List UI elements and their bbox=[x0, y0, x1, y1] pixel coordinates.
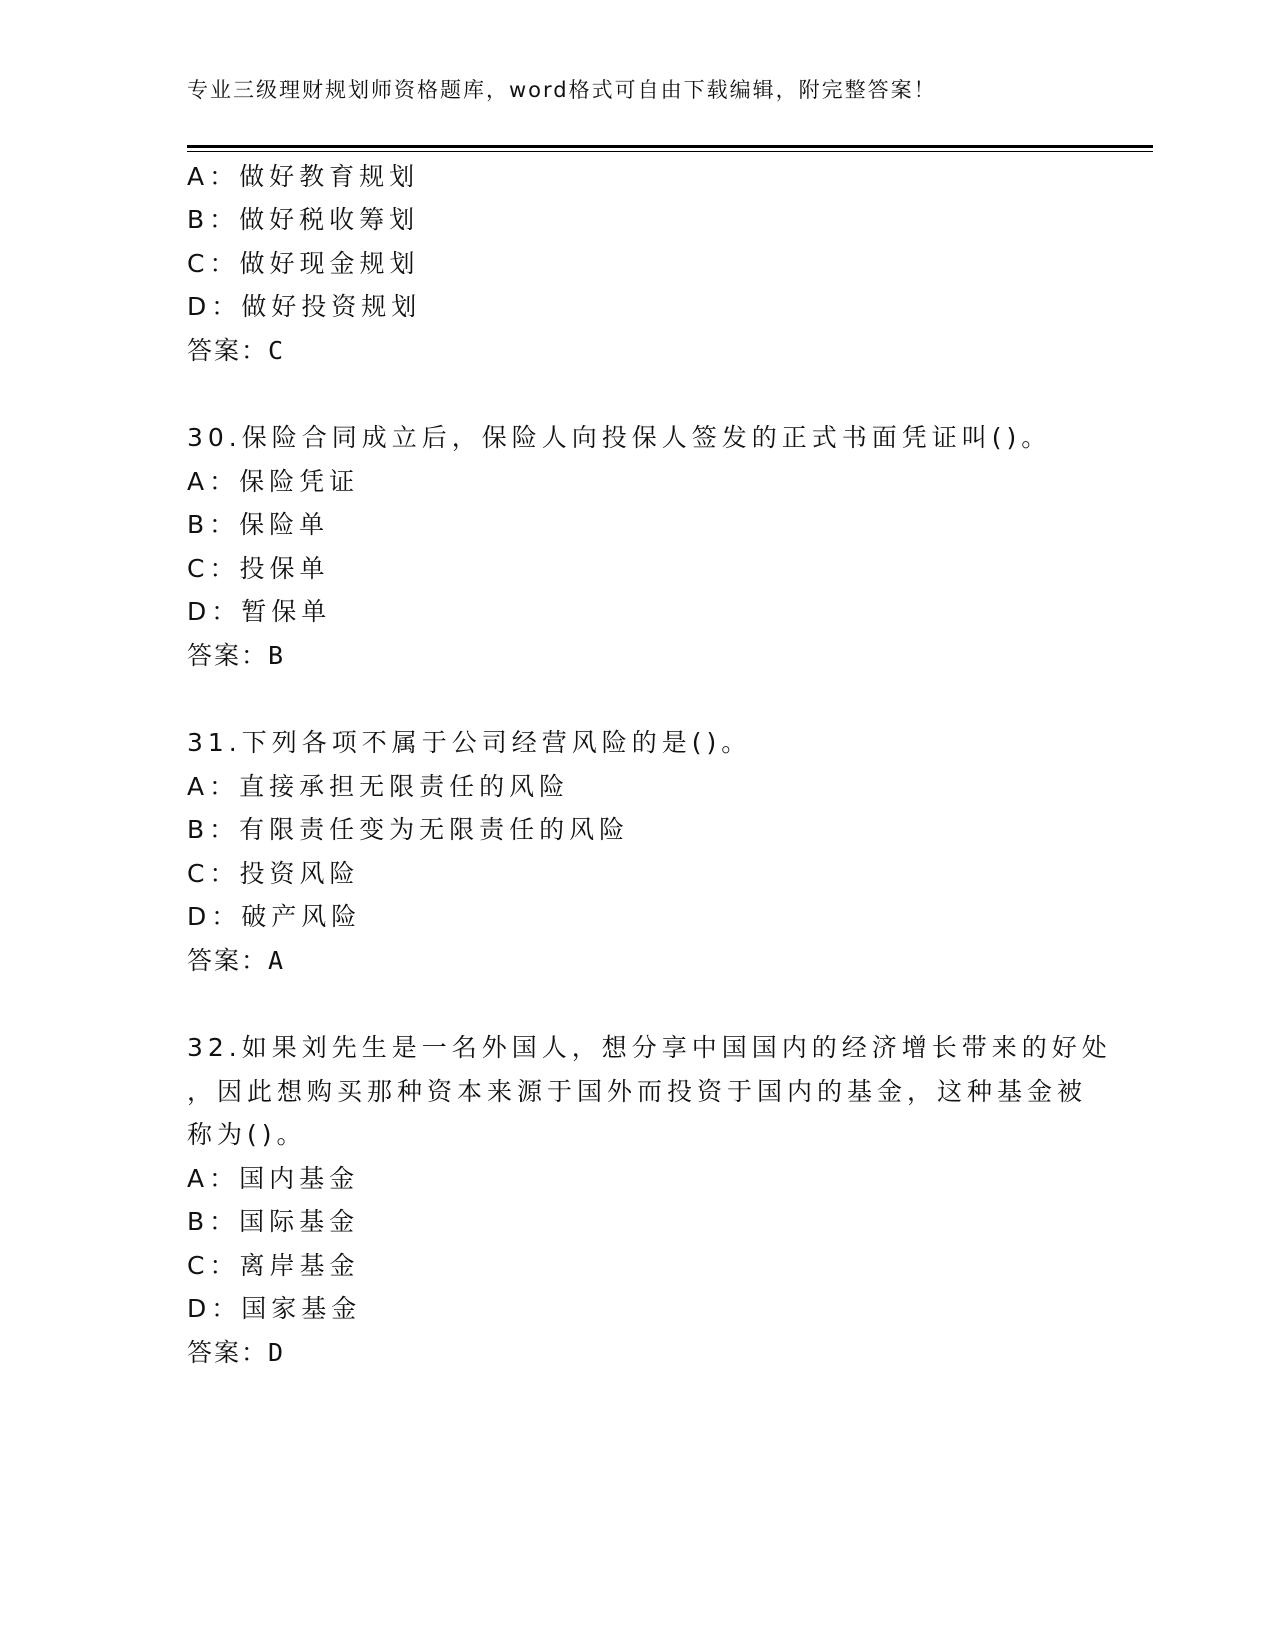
option-b: B：有限责任变为无限责任的风险 bbox=[187, 815, 630, 844]
option-d: D：破产风险 bbox=[187, 902, 362, 931]
answer-value: C bbox=[268, 336, 284, 365]
answer-line bbox=[187, 945, 283, 977]
option-a: A：做好教育规划 bbox=[187, 162, 420, 191]
question-stem: 31.下列各项不属于公司经营风险的是()。 bbox=[187, 728, 752, 757]
question-stem: 30.保险合同成立后，保险人向投保人签发的正式书面凭证叫()。 bbox=[187, 423, 1052, 452]
answer-label: 答案： bbox=[187, 336, 269, 365]
option-c: C：投保单 bbox=[187, 554, 330, 583]
option-b: B：保险单 bbox=[187, 510, 330, 539]
question-stem-line-1: 32.如果刘先生是一名外国人，想分享中国国内的经济增长带来的好处 bbox=[187, 1033, 1112, 1062]
answer-value: A bbox=[268, 946, 284, 975]
option-d: D：暂保单 bbox=[187, 597, 332, 626]
option-b: B：国际基金 bbox=[187, 1207, 360, 1236]
option-a: A：保险凭证 bbox=[187, 467, 360, 496]
answer-line bbox=[187, 335, 283, 367]
header-rule-thick bbox=[187, 145, 1153, 148]
option-d: D：国家基金 bbox=[187, 1294, 362, 1323]
option-c: C：做好现金规划 bbox=[187, 249, 420, 278]
answer-line bbox=[187, 640, 283, 672]
header-rule-thin bbox=[187, 151, 1153, 152]
option-d: D：做好投资规划 bbox=[187, 292, 422, 321]
question-stem-line-2: ，因此想购买那种资本来源于国外而投资于国内的基金，这种基金被 bbox=[187, 1077, 1088, 1106]
answer-value: D bbox=[268, 1338, 284, 1367]
answer-line bbox=[187, 1337, 283, 1369]
question-stem-line-3: 称为()。 bbox=[187, 1120, 307, 1149]
page-header: 专业三级理财规划师资格题库，word格式可自由下载编辑，附完整答案！ bbox=[187, 78, 937, 102]
option-c: C：离岸基金 bbox=[187, 1251, 360, 1280]
answer-label: 答案： bbox=[187, 1338, 269, 1367]
answer-value: B bbox=[268, 641, 284, 670]
option-b: B：做好税收筹划 bbox=[187, 205, 420, 234]
option-a: A：国内基金 bbox=[187, 1164, 360, 1193]
option-c: C：投资风险 bbox=[187, 859, 360, 888]
answer-label: 答案： bbox=[187, 946, 269, 975]
answer-label: 答案： bbox=[187, 641, 269, 670]
option-a: A：直接承担无限责任的风险 bbox=[187, 772, 570, 801]
